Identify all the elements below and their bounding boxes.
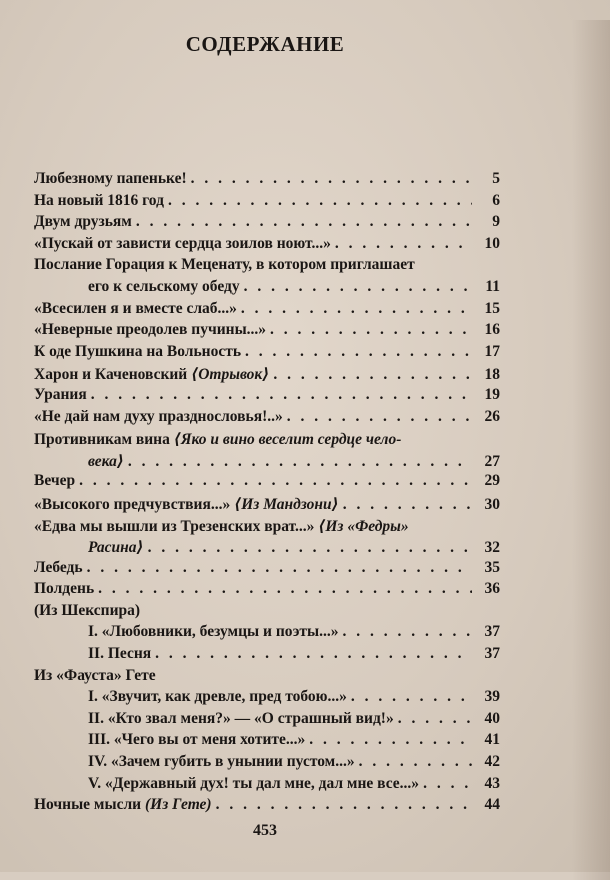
toc-entry: «Не дай нам духу празднословья!..» . . . 26 bbox=[34, 408, 500, 430]
toc-entry-line: Послание Горация к Меценату, в котором приглашает bbox=[34, 256, 415, 274]
toc-entry: Лебедь . . . 35 bbox=[34, 559, 500, 581]
toc-entry: Любезному папеньке! . . . 5 bbox=[34, 170, 500, 192]
toc-subentry: II. «Кто звал меня?» — «О страшный вид!» . . . 40 bbox=[34, 710, 500, 732]
page-edge-shadow bbox=[572, 20, 610, 880]
toc-entry: «Пускай от зависти сердца зоилов ноют...» . . . 10 bbox=[34, 235, 500, 257]
toc-subentry: IV. «Зачем губить в унынии пустом...» . . . 42 bbox=[34, 753, 500, 775]
toc-subentry: V. «Державный дух! ты дал мне, дал мне все...» . . . 43 bbox=[34, 775, 500, 797]
toc-subentry: I. «Звучит, как древле, пред тобою...» . . . 39 bbox=[34, 688, 500, 710]
toc-entry-continuation: Расина⟩ . . . 32 bbox=[34, 537, 500, 559]
toc-entry-line: «Едва мы вышли из Трезенских врат...» ⟨Из «Федры» bbox=[34, 517, 409, 535]
toc-subentry: III. «Чего вы от меня хотите...» . . . 41 bbox=[34, 731, 500, 753]
toc-entry: Двум друзьям . . . 9 bbox=[34, 213, 500, 235]
toc-subentry: II. Песня . . . 37 bbox=[34, 645, 500, 667]
toc-entry: Полдень . . . 36 bbox=[34, 580, 500, 602]
toc-section-heading: Из «Фауста» Гете bbox=[34, 666, 156, 684]
toc-entry-continuation: его к сельскому обеду . . . 11 bbox=[34, 278, 500, 300]
toc-entry: Ночные мысли (Из Гете) . . . 44 bbox=[34, 796, 500, 818]
toc-entry: «Неверные преодолев пучины...» . . . 16 bbox=[34, 321, 500, 343]
toc-entry-line: Противникам вина ⟨Яко и вино веселит сердце чело- bbox=[34, 431, 402, 449]
page-number: 453 bbox=[253, 822, 277, 839]
page-title: СОДЕРЖАНИЕ bbox=[185, 32, 345, 56]
toc-subentry: I. «Любовники, безумцы и поэты...» . . . 37 bbox=[34, 623, 500, 645]
toc-entry-continuation: века⟩ . . . 27 bbox=[34, 451, 500, 473]
toc-section-heading: (Из Шекспира) bbox=[34, 601, 141, 619]
toc-entry: «Всесилен я и вместе слаб...» . . . 15 bbox=[34, 300, 500, 322]
toc-entry: Харон и Каченовский ⟨Отрывок⟩ . . . 18 bbox=[34, 364, 500, 386]
toc-entry: К оде Пушкина на Вольность . . . 17 bbox=[34, 343, 500, 365]
toc-entry: Вечер . . . 29 bbox=[34, 472, 500, 494]
toc-entry: На новый 1816 год . . . 6 bbox=[34, 192, 500, 214]
toc-entry: «Высокого предчувствия...» ⟨Из Мандзони⟩ . . . 30 bbox=[34, 494, 500, 516]
table-of-contents bbox=[34, 170, 500, 818]
toc-entry: Урания . . . 19 bbox=[34, 386, 500, 408]
